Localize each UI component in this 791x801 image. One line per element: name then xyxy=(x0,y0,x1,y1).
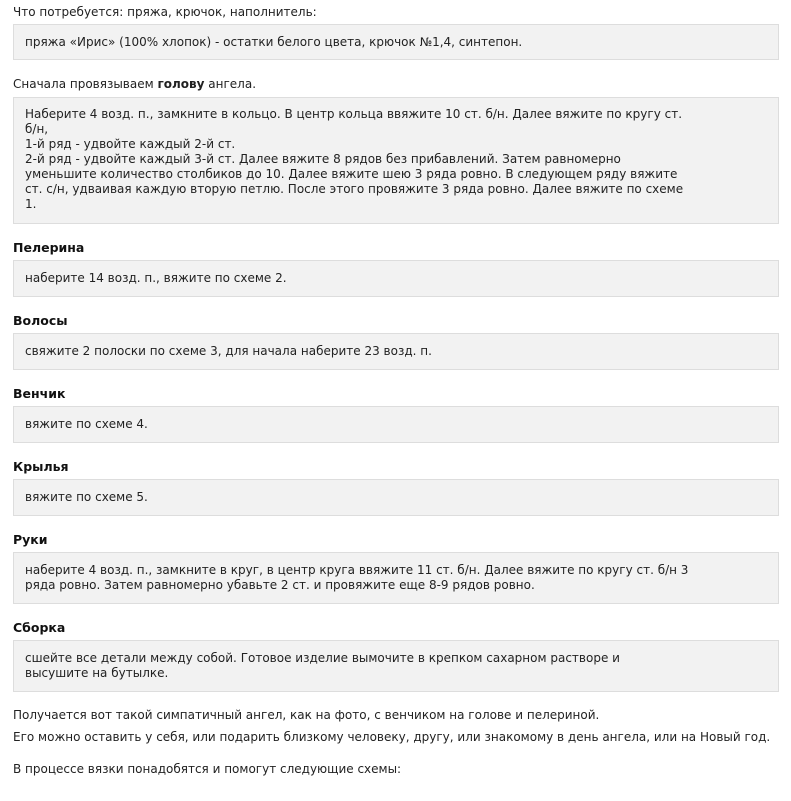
head-intro-after: ангела. xyxy=(204,77,257,91)
head-line: 1-й ряд - удвойте каждый 2-й ст. xyxy=(25,137,236,151)
section-line: вяжите по схеме 4. xyxy=(25,417,148,431)
head-line: уменьшите количество столбиков до 10. Далее вяжите шею 3 ряда ровно. В следующем ряду вяжите xyxy=(25,167,678,181)
section-line: вяжите по схеме 5. xyxy=(25,490,148,504)
outro-line: Получается вот такой симпатичный ангел, как на фото, с венчиком на голове и пелериной. xyxy=(13,708,600,722)
section-box-pelerina xyxy=(13,260,779,297)
section-title-venchik: Венчик xyxy=(13,386,66,401)
head-intro-bold: голову xyxy=(157,77,205,91)
head-line: Наберите 4 возд. п., замкните в кольцо. В центр кольца ввяжите 10 ст. б/н. Далее вяжите по кругу ст. xyxy=(25,107,683,121)
materials-text: пряжа «Ирис» (100% хлопок) - остатки белого цвета, крючок №1,4, синтепон. xyxy=(25,35,523,49)
section-box-venchik xyxy=(13,406,779,443)
outro-line: В процессе вязки понадобятся и помогут следующие схемы: xyxy=(13,762,402,776)
section-box-krylya xyxy=(13,479,779,516)
materials-box xyxy=(13,24,779,60)
head-intro xyxy=(13,77,256,92)
section-box-ruki xyxy=(13,552,779,604)
head-intro-before: Сначала провязываем xyxy=(13,77,158,91)
section-title-sborka: Сборка xyxy=(13,620,66,635)
section-title-pelerina: Пелерина xyxy=(13,240,85,255)
section-title-volosy: Волосы xyxy=(13,313,68,328)
materials-label: Что потребуется: пряжа, крючок, наполнитель: xyxy=(13,5,317,19)
section-line: ряда ровно. Затем равномерно убавьте 2 ст. и провяжите еще 8-9 рядов ровно. xyxy=(25,578,535,592)
head-line: б/н, xyxy=(25,122,49,136)
section-line: свяжите 2 полоски по схеме 3, для начала наберите 23 возд. п. xyxy=(25,344,432,358)
outro-line: Его можно оставить у себя, или подарить близкому человеку, другу, или знакомому в день ангела, или на Новый год. xyxy=(13,730,771,744)
section-line: наберите 14 возд. п., вяжите по схеме 2. xyxy=(25,271,287,285)
section-line: наберите 4 возд. п., замкните в круг, в центр круга ввяжите 11 ст. б/н. Далее вяжите по кругу ст. б/н 3 xyxy=(25,563,689,577)
head-line: 1. xyxy=(25,197,37,211)
head-line: ст. с/н, удваивая каждую вторую петлю. После этого провяжите 3 ряда ровно. Далее вяжите по схеме xyxy=(25,182,684,196)
section-box-volosy xyxy=(13,333,779,370)
section-title-krylya: Крылья xyxy=(13,459,69,474)
section-line: сшейте все детали между собой. Готовое изделие вымочите в крепком сахарном растворе и xyxy=(25,651,620,665)
head-instructions-box xyxy=(13,97,779,224)
section-line: высушите на бутылке. xyxy=(25,666,169,680)
section-box-sborka xyxy=(13,640,779,692)
head-line: 2-й ряд - удвойте каждый 3-й ст. Далее вяжите 8 рядов без прибавлений. Затем равномерно xyxy=(25,152,621,166)
section-title-ruki: Руки xyxy=(13,532,48,547)
